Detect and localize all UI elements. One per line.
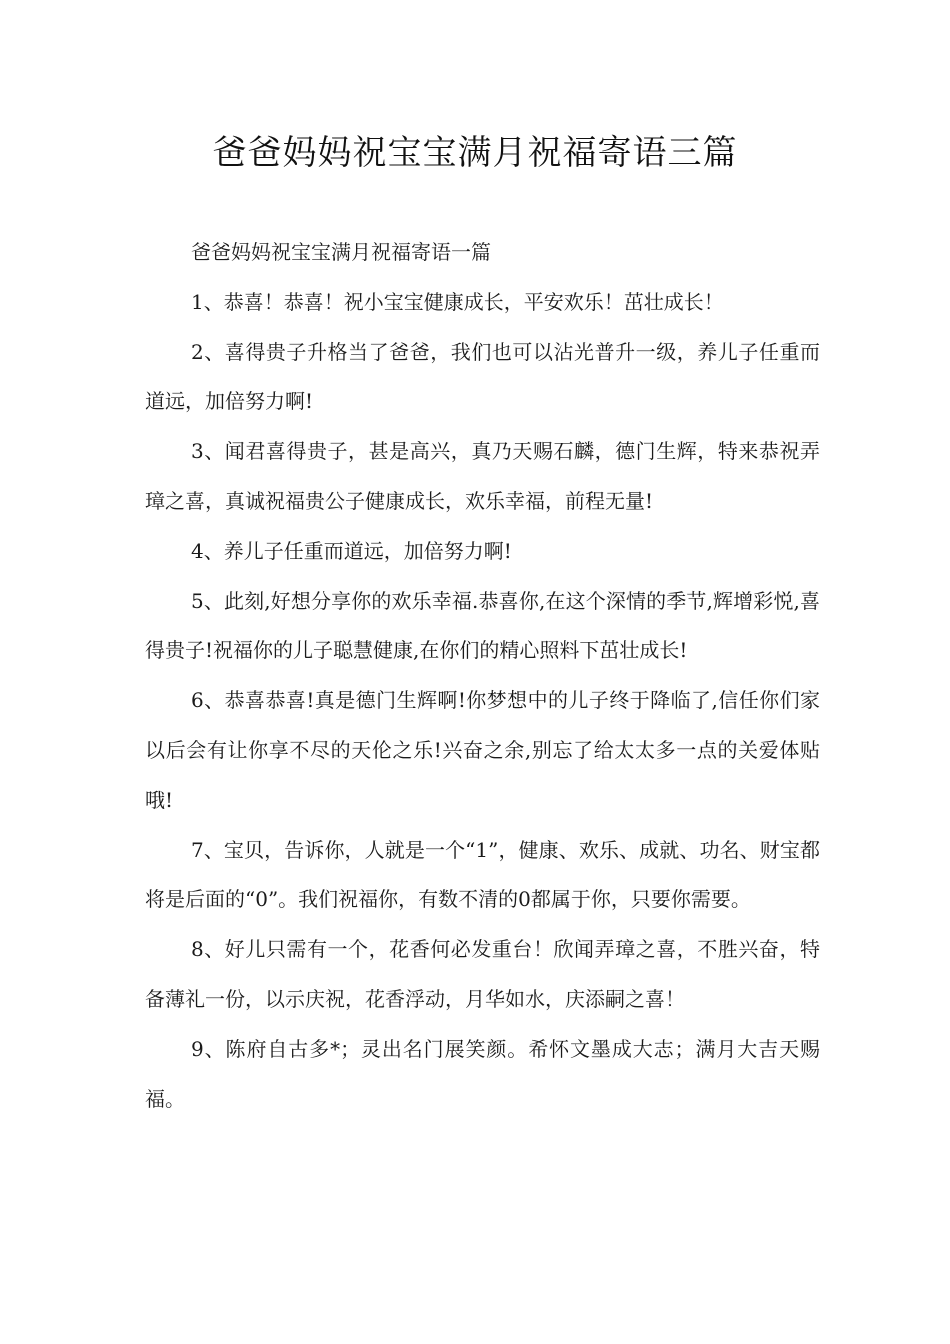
blessing-item-9: 9、陈府自古多*；灵出名门展笑颜。希怀文墨成大志；满月大吉天赐福。 <box>145 1036 820 1111</box>
blessing-item-4: 4、养儿子任重而道远，加倍努力啊! <box>191 538 512 563</box>
blessing-item-3: 3、闻君喜得贵子，甚是高兴，真乃天赐石麟，德门生辉，特来恭祝弄璋之喜，真诚祝福贵公子健康成长，欢乐幸福，前程无量! <box>145 439 820 513</box>
blessing-item-7: 7、宝贝，告诉你，人就是一个“1”，健康、欢乐、成就、功名、财宝都将是后面的“0”。我们祝福你，有数不清的0都属于你，只要你需要。 <box>145 837 820 912</box>
blessing-item-2: 2、喜得贵子升格当了爸爸，我们也可以沾光普升一级，养儿子任重而道远，加倍努力啊! <box>145 339 820 414</box>
document-title: 爸爸妈妈祝宝宝满月祝福寄语三篇 <box>212 133 738 173</box>
blessing-item-6: 6、恭喜恭喜!真是德门生辉啊!你梦想中的儿子终于降临了,信任你们家以后会有让你享不尽的天伦之乐!兴奋之余,别忘了给太太多一点的关爱体贴哦! <box>145 688 820 812</box>
blessing-item-5: 5、此刻,好想分享你的欢乐幸福.恭喜你,在这个深情的季节,辉增彩悦,喜得贵子!祝福你的儿子聪慧健康,在你们的精心照料下茁壮成长! <box>145 588 820 663</box>
blessing-item-1: 1、恭喜！恭喜！祝小宝宝健康成长，平安欢乐！茁壮成长！ <box>191 289 724 314</box>
document-body <box>145 228 820 1124</box>
section-heading: 爸爸妈妈祝宝宝满月祝福寄语一篇 <box>191 240 491 264</box>
blessing-item-8: 8、好儿只需有一个，花香何必发重台！欣闻弄璋之喜，不胜兴奋，特备薄礼一份，以示庆祝，花香浮动，月华如水，庆添嗣之喜！ <box>145 937 820 1011</box>
